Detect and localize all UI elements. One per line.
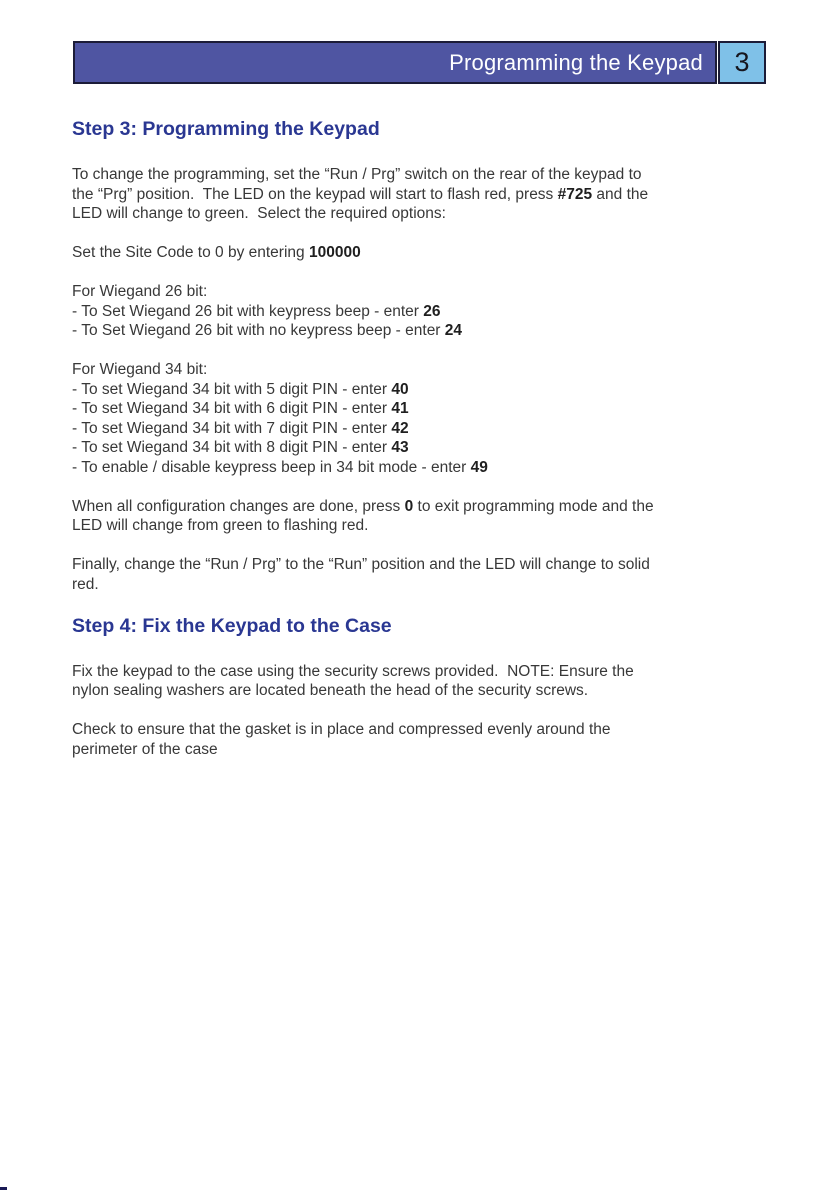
paragraph-line: Finally, change the “Run / Prg” to the “Run” position and the LED will change to solid: [72, 556, 650, 573]
paragraph-line: - To enable / disable keypress beep in 34 bit mode - enter 49: [72, 458, 488, 476]
section-heading-step4: Step 4: Fix the Keypad to the Case: [72, 614, 392, 637]
paragraph-line: Check to ensure that the gasket is in place and compressed evenly around the: [72, 721, 611, 738]
paragraph-line: For Wiegand 34 bit:: [72, 361, 208, 378]
paragraph-line: Fix the keypad to the case using the security screws provided. NOTE: Ensure the: [72, 662, 634, 680]
paragraph-line: For Wiegand 26 bit:: [72, 283, 208, 300]
paragraph-line: LED will change to green. Select the required options:: [72, 205, 446, 222]
paragraph-line: perimeter of the case: [72, 740, 218, 758]
paragraph-line: red.: [72, 575, 99, 593]
paragraph: [72, 165, 772, 224]
paragraph-line: nylon sealing washers are located beneath the head of the security screws.: [72, 682, 589, 699]
paragraph: [72, 497, 772, 536]
page-number: 3: [734, 47, 750, 77]
header-title: Programming the Keypad: [449, 49, 703, 75]
paragraph-line: Set the Site Code to 0 by entering 100000: [72, 244, 361, 261]
paragraph: [72, 720, 772, 759]
paragraph: [72, 243, 772, 263]
paragraph: [72, 360, 772, 477]
paragraph-line: To change the programming, set the “Run / Prg” switch on the rear of the keypad to: [72, 166, 642, 183]
page-corner-mark: [0, 1187, 7, 1190]
section-heading-step3: Step 3: Programming the Keypad: [72, 118, 380, 140]
page-header: [73, 41, 766, 84]
document-body: [72, 117, 772, 779]
paragraph-line: - To set Wiegand 34 bit with 5 digit PIN - enter 40: [72, 380, 409, 398]
paragraph-line: - To set Wiegand 34 bit with 6 digit PIN - enter 41: [72, 400, 409, 417]
paragraph: [72, 555, 772, 594]
paragraph-line: the “Prg” position. The LED on the keypad will start to flash red, press #725 and the: [72, 185, 649, 203]
paragraph-line: - To set Wiegand 34 bit with 8 digit PIN - enter 43: [72, 439, 409, 456]
page-number-box: [718, 41, 766, 84]
paragraph-line: - To set Wiegand 34 bit with 7 digit PIN - enter 42: [72, 419, 409, 437]
header-title-bar: [73, 41, 717, 84]
paragraph: [72, 662, 772, 701]
paragraph-line: LED will change from green to flashing red.: [72, 517, 369, 534]
paragraph-line: - To Set Wiegand 26 bit with no keypress beep - enter 24: [72, 322, 463, 339]
paragraph-line: - To Set Wiegand 26 bit with keypress beep - enter 26: [72, 302, 441, 320]
paragraph-line: When all configuration changes are done, press 0 to exit programming mode and the: [72, 497, 654, 515]
paragraph: [72, 282, 772, 341]
